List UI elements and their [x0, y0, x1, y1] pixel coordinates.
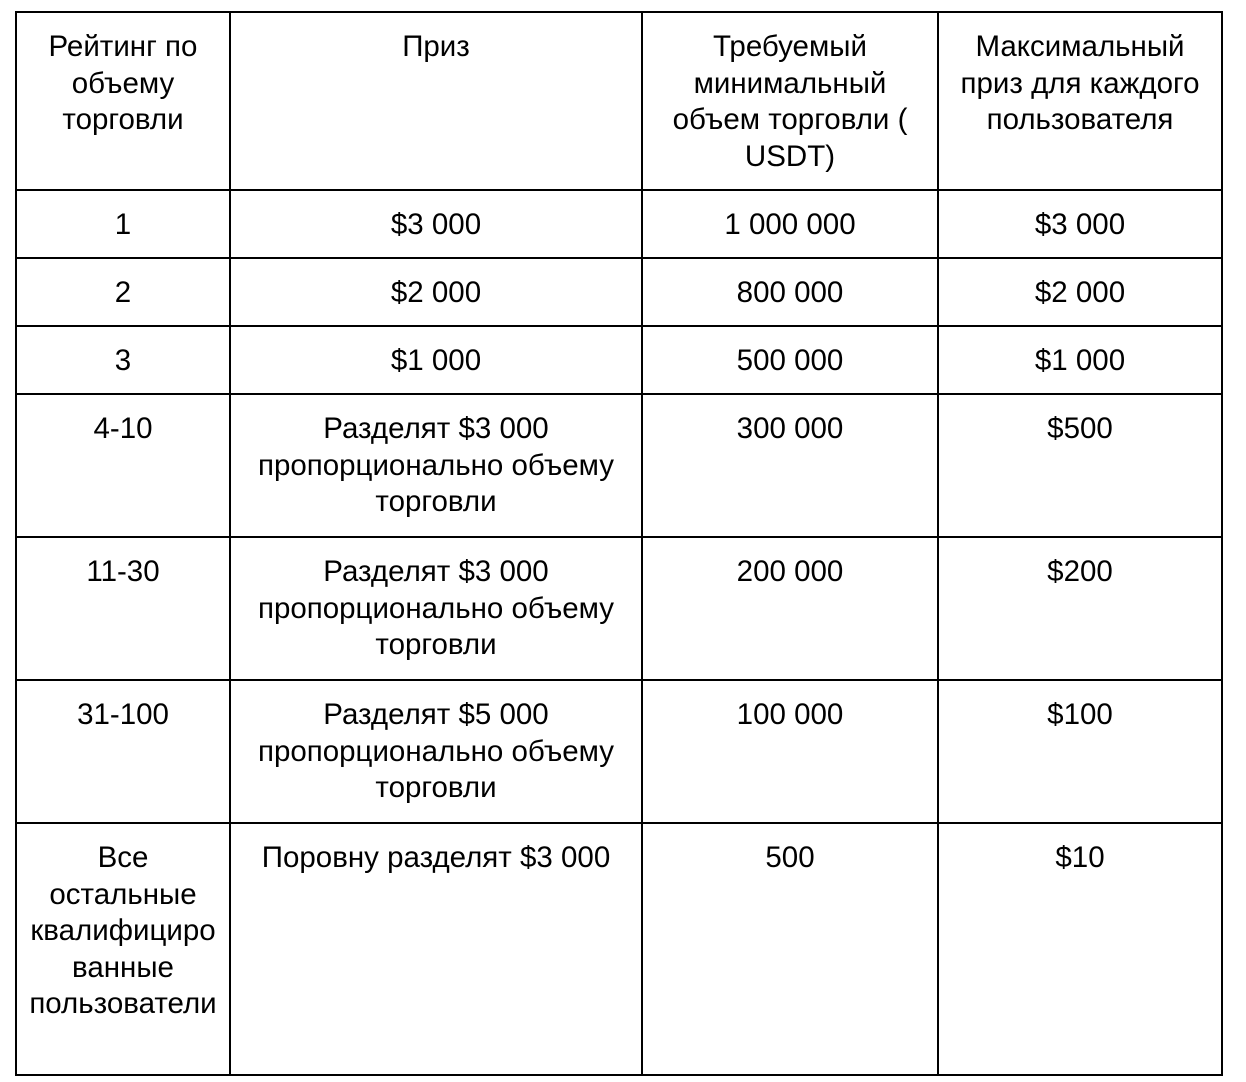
table-row — [16, 326, 1222, 394]
cell-min-volume: 200 000 — [642, 537, 938, 680]
cell-prize: $3 000 — [230, 190, 642, 258]
cell-rank: 3 — [16, 326, 230, 394]
cell-min-volume: 300 000 — [642, 394, 938, 537]
table-row — [16, 394, 1222, 537]
cell-min-volume: 800 000 — [642, 258, 938, 326]
cell-max-prize: $100 — [938, 680, 1222, 823]
cell-max-prize: $2 000 — [938, 258, 1222, 326]
cell-prize: Разделят $3 000 пропорционально объему торговли — [230, 537, 642, 680]
prize-table — [15, 11, 1223, 1076]
cell-max-prize: $10 — [938, 823, 1222, 1075]
cell-prize: Разделят $5 000 пропорционально объему торговли — [230, 680, 642, 823]
cell-min-volume: 500 000 — [642, 326, 938, 394]
table-row — [16, 537, 1222, 680]
header-row — [16, 12, 1222, 190]
cell-rank: 2 — [16, 258, 230, 326]
header-min-volume: Требуемый минимальный объем торговли ( USDT) — [642, 12, 938, 190]
cell-rank: 11-30 — [16, 537, 230, 680]
cell-prize: Поровну разделят $3 000 — [230, 823, 642, 1075]
cell-max-prize: $3 000 — [938, 190, 1222, 258]
cell-rank: Все остальные квалифицированные пользователи — [16, 823, 230, 1075]
cell-min-volume: 1 000 000 — [642, 190, 938, 258]
table-row — [16, 823, 1222, 1075]
cell-rank: 1 — [16, 190, 230, 258]
cell-rank: 31-100 — [16, 680, 230, 823]
cell-rank: 4-10 — [16, 394, 230, 537]
cell-min-volume: 500 — [642, 823, 938, 1075]
table-row — [16, 680, 1222, 823]
cell-prize: $2 000 — [230, 258, 642, 326]
header-prize: Приз — [230, 12, 642, 190]
table-row — [16, 190, 1222, 258]
cell-max-prize: $500 — [938, 394, 1222, 537]
table-row — [16, 258, 1222, 326]
cell-max-prize: $200 — [938, 537, 1222, 680]
header-max-prize: Максимальный приз для каждого пользователя — [938, 12, 1222, 190]
header-rank: Рейтинг по объему торговли — [16, 12, 230, 190]
cell-max-prize: $1 000 — [938, 326, 1222, 394]
cell-prize: Разделят $3 000 пропорционально объему торговли — [230, 394, 642, 537]
cell-min-volume: 100 000 — [642, 680, 938, 823]
cell-prize: $1 000 — [230, 326, 642, 394]
